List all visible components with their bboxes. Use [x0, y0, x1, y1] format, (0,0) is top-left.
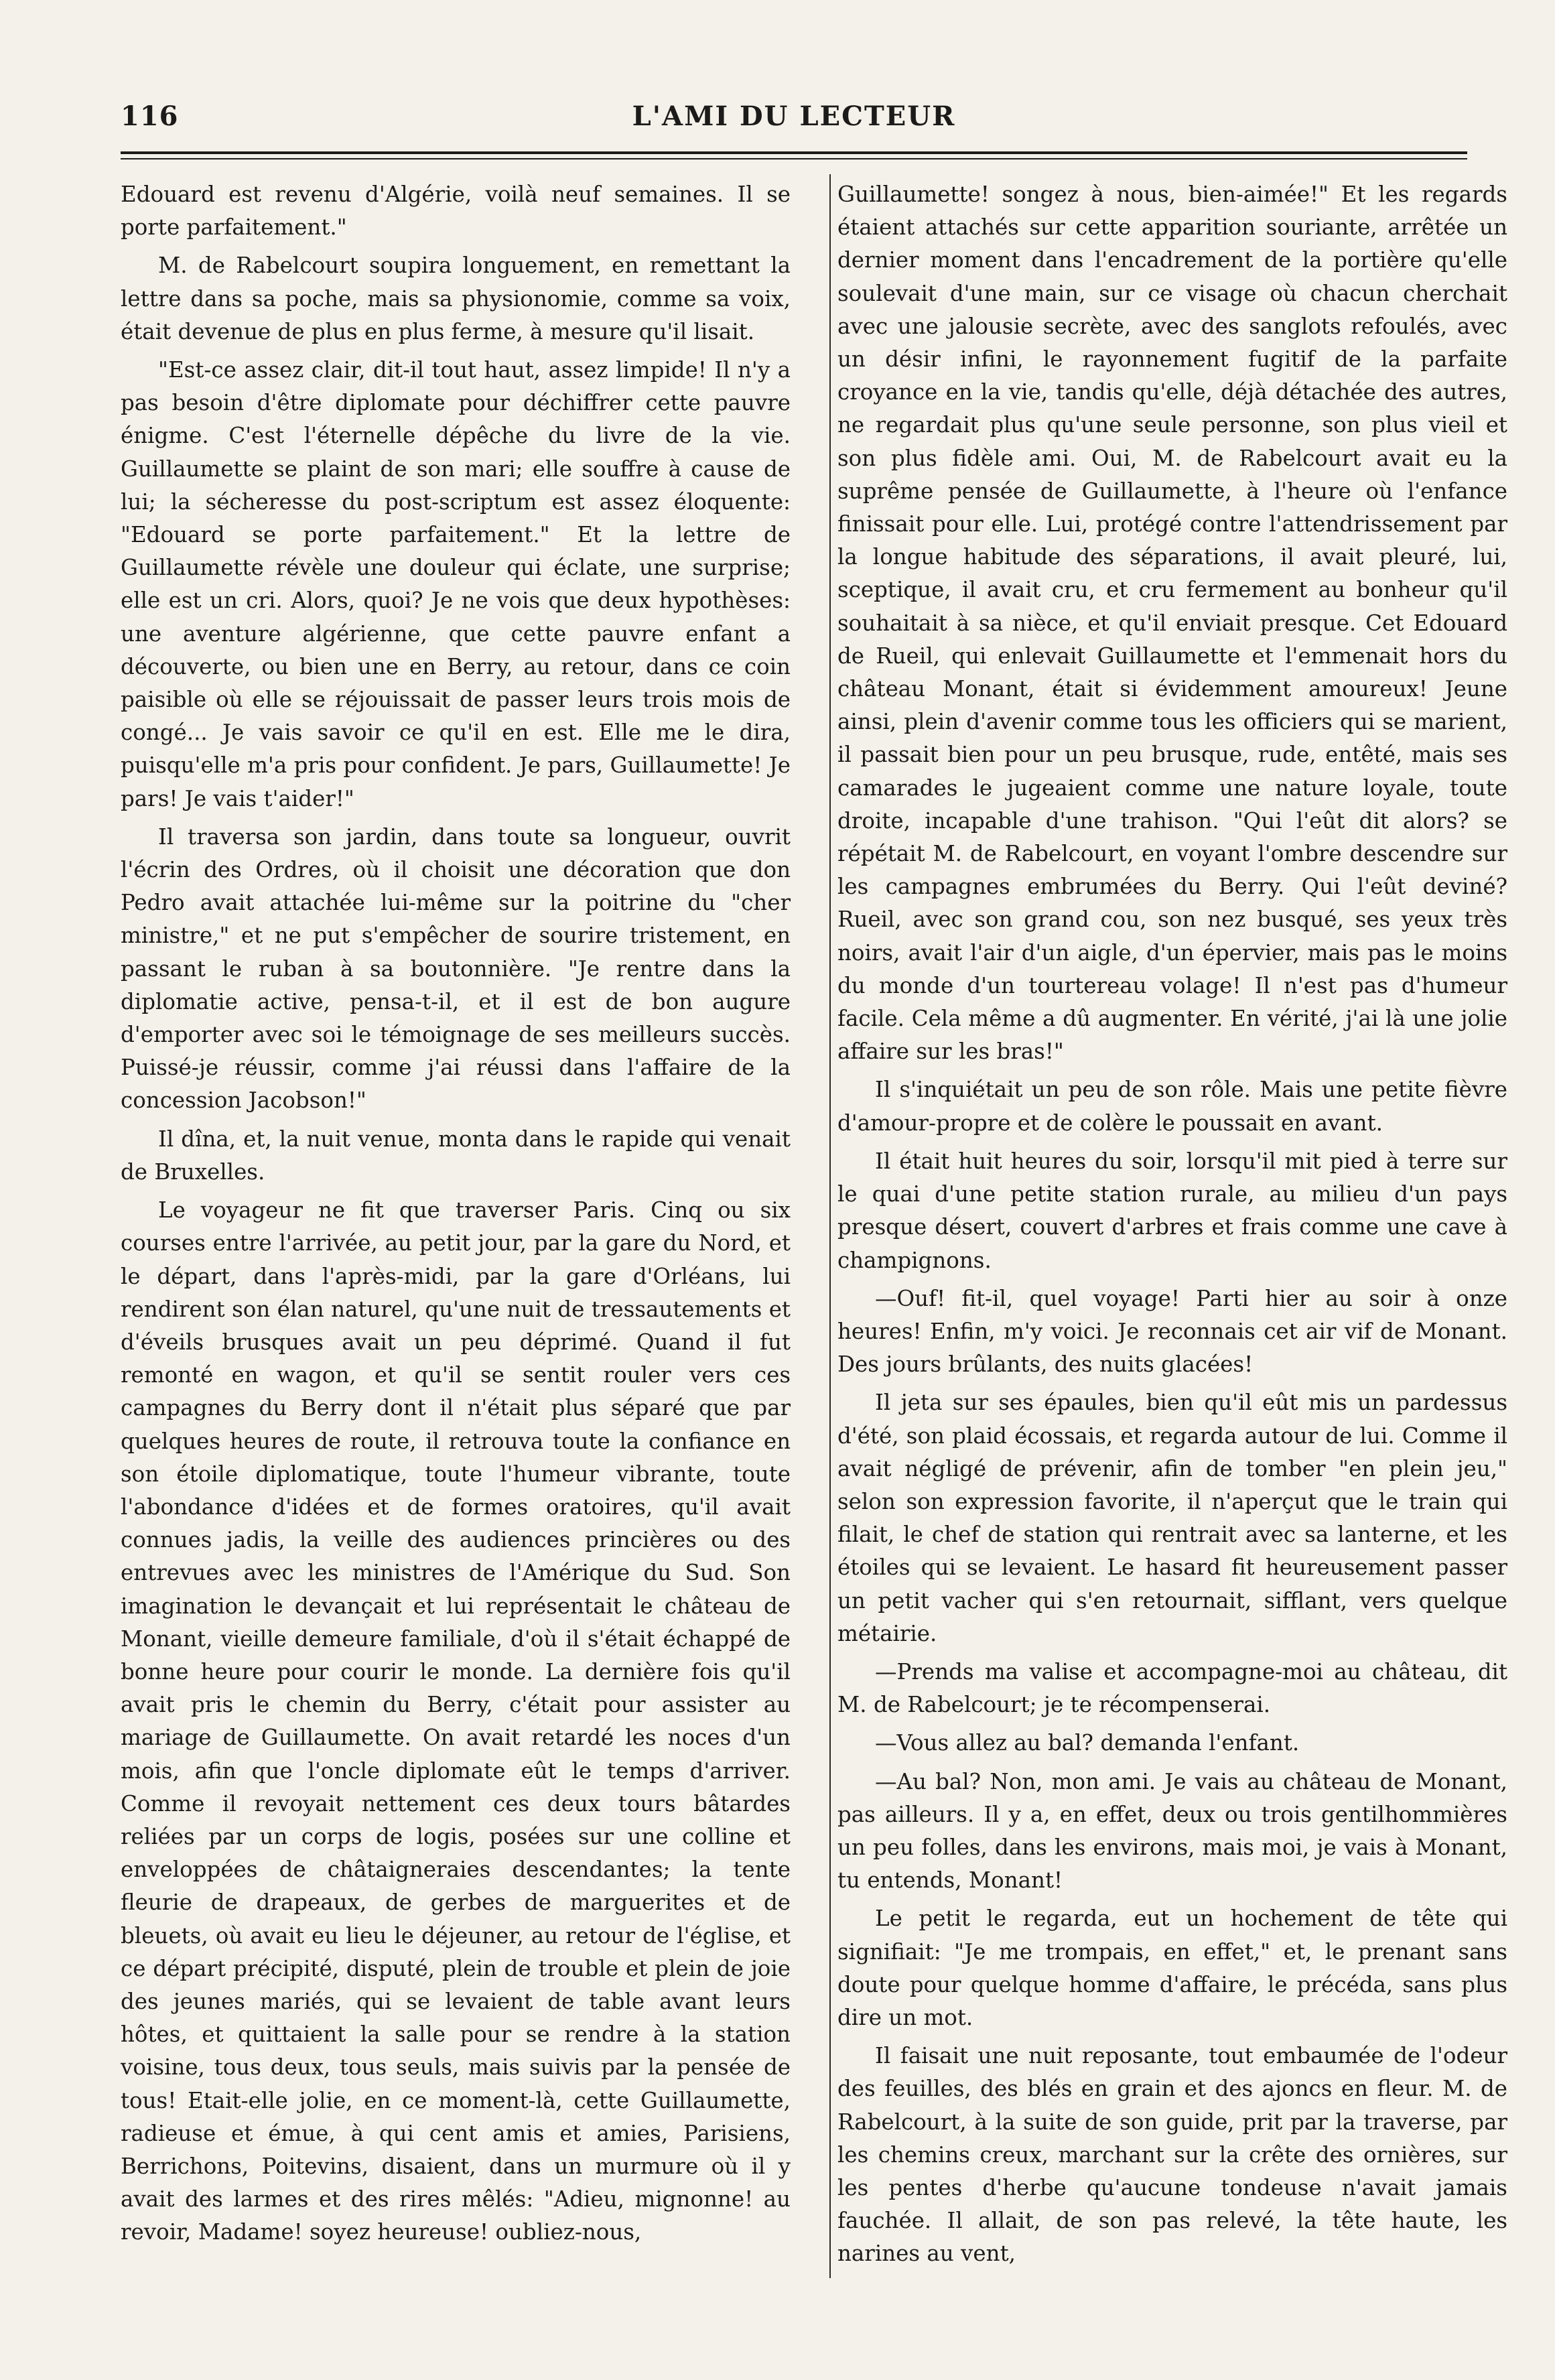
header-rule-thin: [121, 158, 1467, 159]
paragraph: Il s'inquiétait un peu de son rôle. Mais une petite fièvre d'amour-propre et de colère le poussait en avant.: [837, 1077, 1507, 1136]
running-title: L'AMI DU LECTEUR: [632, 101, 956, 132]
paragraph: Guillaumette! songez à nous, bien-aimée!" Et les regards étaient attachés sur cette apparition souriante, arrêtée un dernier moment dans l'encadrement de la portière qu'elle soulevait d'une main, sur ce visage où chacun cherchait avec une jalousie secrète, avec des sanglots refoulés, avec un désir infini, le rayonnement fugitif de la parfaite croyance en la vie, tandis qu'elle, déjà détachée des autres, ne regardait plus qu'une seule personne, son plus vieil et son plus fidèle ami. Oui, M. de Rabelcourt avait eu la suprême pensée de Guillaumette, à l'heure où l'enfance finissait pour elle. Lui, protégé contre l'attendrissement par la longue habitude des séparations, il avait pleuré, lui, sceptique, il avait cru, et cru fermement au bonheur qu'il souhaitait à sa nièce, et qu'il enviait presque. Cet Edouard de Rueil, qui enlevait Guillaumette et l'emmenait hors du château Monant, était si évidemment amoureux! Jeune ainsi, plein d'avenir comme tous les officiers qui se marient, il passait bien pour un peu brusque, rude, entêté, mais ses camarades le jugeaient comme une nature loyale, toute droite, incapable d'une trahison. "Qui l'eût dit alors? se répétait M. de Rabelcourt, en voyant l'ombre descendre sur les campagnes embrumées du Berry. Qui l'eût deviné? Rueil, avec son grand cou, son nez busqué, ses yeux très noirs, avait l'air d'un aigle, d'un épervier, mais pas le moins du monde d'un tourtereau volage! Il n'est pas d'humeur facile. Cela même a dû augmenter. En vérité, j'ai là une jolie affaire sur les bras!": [837, 182, 1507, 1065]
page-header: [121, 101, 1467, 141]
paragraph: "Est-ce assez clair, dit-il tout haut, assez limpide! Il n'y a pas besoin d'être diplomate pour déchiffrer cette pauvre énigme. C'est l'éternelle dépêche du livre de la vie. Guillaumette se plaint de son mari; elle souffre à cause de lui; la sécheresse du post-scriptum est assez éloquente: "Edouard se porte parfaitement." Et la lettre de Guillaumette révèle une douleur qui éclate, une surprise; elle est un cri. Alors, quoi? Je ne vois que deux hypothèses: une aventure algérienne, que cette pauvre enfant a découverte, ou bien une en Berry, au retour, dans ce coin paisible où elle se réjouissait de passer leurs trois mois de congé... Je vais savoir ce qu'il en est. Elle me le dira, puisqu'elle m'a pris pour confident. Je pars, Guillaumette! Je pars! Je vais t'aider!": [121, 357, 791, 811]
paragraph: Le petit le regarda, eut un hochement de tête qui signifiait: "Je me trompais, en effet," et, le prenant sans doute pour quelque homme d'affaire, le précéda, sans plus dire un mot.: [837, 1906, 1507, 2030]
paragraph: —Vous allez au bal? demanda l'enfant.: [875, 1730, 1300, 1756]
column-divider: [829, 174, 831, 2278]
paragraph: Le voyageur ne fit que traverser Paris. Cinq ou six courses entre l'arrivée, au petit jour, par la gare du Nord, et le départ, dans l'après-midi, par la gare d'Orléans, lui rendirent son élan naturel, qu'une nuit de tressautements et d'éveils brusques avait un peu déprimé. Quand il fut remonté en wagon, et qu'il se sentit rouler vers ces campagnes du Berry dont il n'était plus séparé que par quelques heures de route, il retrouva toute la confiance en son étoile diplomatique, toute l'humeur vibrante, toute l'abondance d'idées et de formes oratoires, qu'il avait connues jadis, la veille des audiences princières ou des entrevues avec les ministres de l'Amérique du Sud. Son imagination le devançait et lui représentait le château de Monant, vieille demeure familiale, d'où il s'était échappé de bonne heure pour courir le monde. La dernière fois qu'il avait pris le chemin du Berry, c'était pour assister au mariage de Guillaumette. On avait retardé les noces d'un mois, afin que l'oncle diplomate eût le temps d'arriver. Comme il revoyait nettement ces deux tours bâtardes reliées par un corps de logis, posées sur une colline et enveloppées de châtaigneraies descendantes; la tente fleurie de drapeaux, de gerbes de marguerites et de bleuets, où avait eu lieu le déjeuner, au retour de l'église, et ce départ précipité, disputé, plein de trouble et plein de joie des jeunes mariés, qui se levaient de table avant leurs hôtes, et quittaient la salle pour se rendre à la station voisine, tous deux, tous seuls, mais suivis par la pensée de tous! Etait-elle jolie, en ce moment-là, cette Guillaumette, radieuse et émue, à qui cent amis et amies, Parisiens, Berrichons, Poitevins, disaient, dans un murmure où il y avait des larmes et des rires mêlés: "Adieu, mignonne! au revoir, Madame! soyez heureuse! oubliez-nous,: [121, 1197, 791, 2245]
paragraph: Il dîna, et, la nuit venue, monta dans le rapide qui venait de Bruxelles.: [121, 1126, 791, 1185]
page-number: 116: [121, 101, 179, 132]
paragraph: Il faisait une nuit reposante, tout embaumée de l'odeur des feuilles, des blés en grain et des ajoncs en fleur. M. de Rabelcourt, à la suite de son guide, prit par la traverse, par les chemins creux, marchant sur la crête des ornières, sur les pentes d'herbe qu'aucune tondeuse n'avait jamais fauchée. Il allait, de son pas relevé, la tête haute, les narines au vent,: [837, 2043, 1507, 2267]
left-column: [121, 178, 791, 2255]
header-rule-thick: [121, 151, 1467, 154]
paragraph: —Au bal? Non, mon ami. Je vais au château de Monant, pas ailleurs. Il y a, en effet, deux ou trois gentilhommières un peu folles, dans les environs, mais moi, je vais à Monant, tu entends, Monant!: [837, 1768, 1507, 1894]
paragraph: —Ouf! fit-il, quel voyage! Parti hier au soir à onze heures! Enfin, m'y voici. Je reconnais cet air vif de Monant. Des jours brûlants, des nuits glacées!: [837, 1285, 1507, 1378]
paragraph: —Prends ma valise et accompagne-moi au château, dit M. de Rabelcourt; je te récompenserai.: [837, 1658, 1507, 1718]
paragraph: Il était huit heures du soir, lorsqu'il mit pied à terre sur le quai d'une petite station rurale, au milieu d'un pays presque désert, couvert d'arbres et frais comme une cave à champignons.: [837, 1148, 1507, 1273]
paragraph: M. de Rabelcourt soupira longuement, en remettant la lettre dans sa poche, mais sa physionomie, comme sa voix, était devenue de plus en plus ferme, à mesure qu'il lisait.: [121, 253, 791, 344]
paragraph: Il traversa son jardin, dans toute sa longueur, ouvrit l'écrin des Ordres, où il choisit une décoration que don Pedro avait attachée lui-même sur la poitrine du "cher ministre," et ne put s'empêcher de sourire tristement, en passant le ruban à sa boutonnière. "Je rentre dans la diplomatie active, pensa-t-il, et il est de bon augure d'emporter avec soi le témoignage de ses meilleurs succès. Puissé-je réussir, comme j'ai réussi dans l'affaire de la concession Jacobson!": [121, 823, 791, 1114]
right-column: [837, 178, 1507, 2276]
paragraph: Il jeta sur ses épaules, bien qu'il eût mis un pardessus d'été, son plaid écossais, et regarda autour de lui. Comme il avait négligé de prévenir, afin de tomber "en plein jeu," selon son expression favorite, il n'aperçut que le train qui filait, le chef de station qui rentrait avec sa lanterne, et les étoiles qui se levaient. Le hasard fit heureusement passer un petit vacher qui s'en retournait, sifflant, vers quelque métairie.: [837, 1390, 1507, 1646]
paragraph: Edouard est revenu d'Algérie, voilà neuf semaines. Il se porte parfaitement.": [121, 182, 791, 241]
